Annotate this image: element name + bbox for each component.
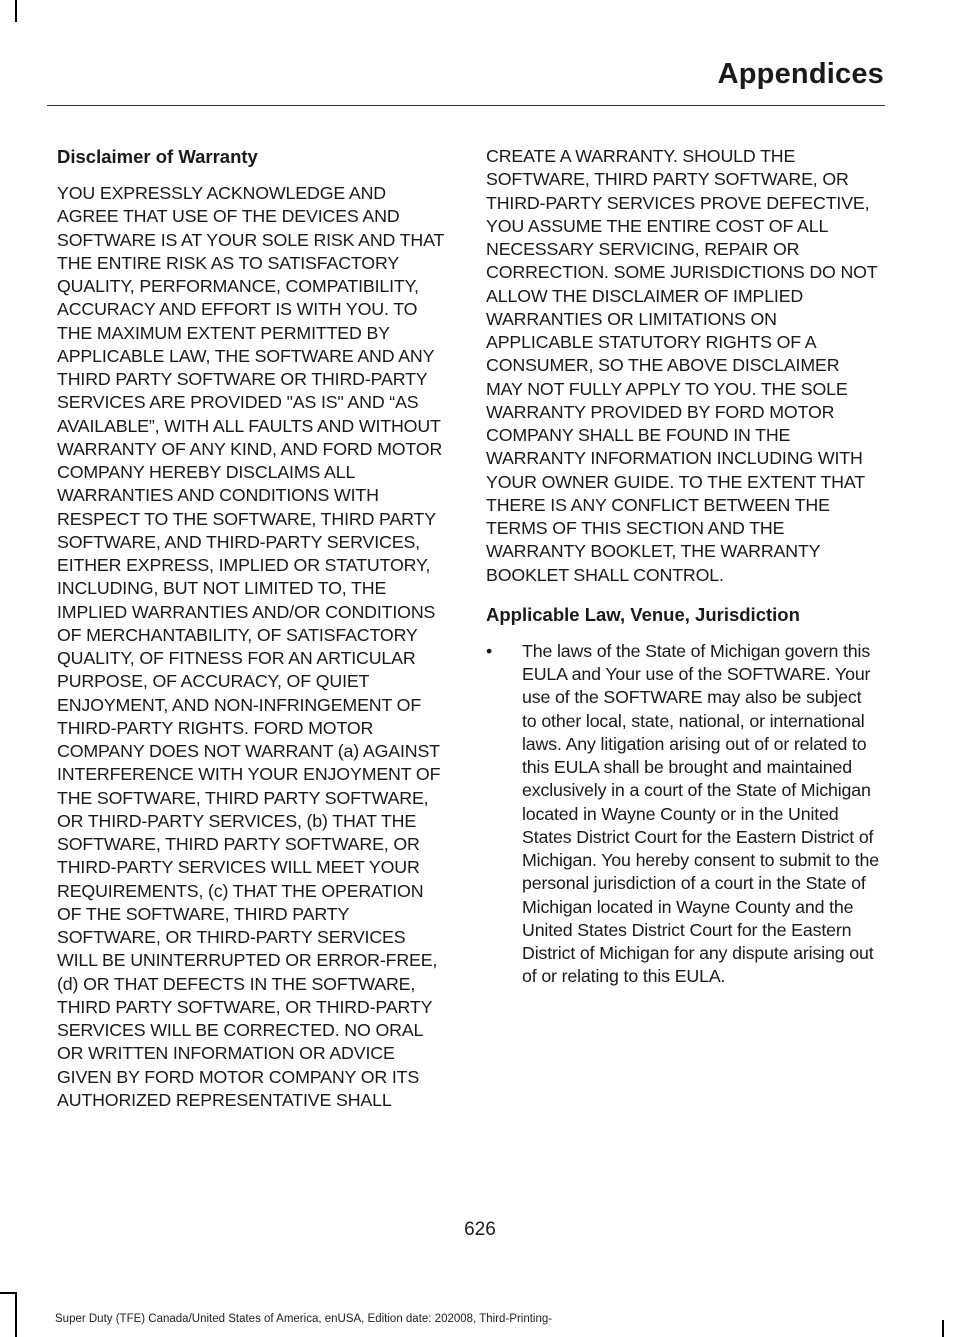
disclaimer-paragraph: YOU EXPRESSLY ACKNOWLEDGE AND AGREE THAT USE OF THE DEVICES AND SOFTWARE IS AT YOUR SOLE RISK AND THAT THE ENTIRE RISK AS TO SATISFACTORY QUALITY, PERFORMANCE, COMPATIBILITY, ACCURACY AND EFFORT IS WITH YOU. TO THE MAXIMUM EXTENT PERMITTED BY APPLICABLE LAW, THE SOFTWARE AND ANY THIRD PARTY SOFTWARE OR THIRD-PARTY SERVICES ARE PROVIDED "AS IS" AND “AS AVAILABLE”, WITH ALL FAULTS AND WITHOUT WARRANTY OF ANY KIND, AND FORD MOTOR COMPANY HEREBY DISCLAIMS ALL WARRANTIES AND CONDITIONS WITH RESPECT TO THE SOFTWARE, THIRD PARTY SOFTWARE, AND THIRD-PARTY SERVICES, EITHER EXPRESS, IMPLIED OR STATUTORY, INCLUDING, BUT NOT LIMITED TO, THE IMPLIED WARRANTIES AND/OR CONDITIONS OF MERCHANTABILITY, OF SATISFACTORY QUALITY, OF FITNESS FOR AN ARTICULAR PURPOSE, OF ACCURACY, OF QUIET ENJOYMENT, AND NON-INFRINGEMENT OF THIRD-PARTY RIGHTS. FORD MOTOR COMPANY DOES NOT WARRANT (a) AGAINST INTERFERENCE WITH YOUR ENJOYMENT OF THE SOFTWARE, THIRD PARTY SOFTWARE, OR THIRD-PARTY SERVICES, (b) THAT THE SOFTWARE, THIRD PARTY SOFTWARE, OR THIRD-PARTY SERVICES WILL MEET YOUR REQUIREMENTS, (c) THAT THE OPERATION OF THE SOFTWARE, THIRD PARTY SOFTWARE, OR THIRD-PARTY SERVICES WILL BE UNINTERRUPTED OR ERROR-FREE, (d) OR THAT DEFECTS IN THE SOFTWARE, THIRD PARTY SOFTWARE, OR THIRD-PARTY SERVICES WILL BE CORRECTED. NO ORAL OR WRITTEN INFORMATION OR ADVICE GIVEN BY FORD MOTOR COMPANY OR ITS AUTHORIZED REPRESENTATIVE SHALL xyxy=(57,183,444,1110)
section-heading-applicable-law: Applicable Law, Venue, Jurisdiction xyxy=(486,603,800,625)
edition-footer: Super Duty (TFE) Canada/United States of America, enUSA, Edition date: 202008, Third-Printing- xyxy=(55,1313,553,1325)
page-number: 626 xyxy=(464,1219,496,1240)
crop-mark-top-left xyxy=(15,0,17,22)
disclaimer-paragraph-continued: CREATE A WARRANTY. SHOULD THE SOFTWARE, THIRD PARTY SOFTWARE, OR THIRD-PARTY SERVICES PROVE DEFECTIVE, YOU ASSUME THE ENTIRE COST OF ALL NECESSARY SERVICING, REPAIR OR CORRECTION. SOME JURISDICTIONS DO NOT ALLOW THE DISCLAIMER OF IMPLIED WARRANTIES OR LIMITATIONS ON APPLICABLE STATUTORY RIGHTS OF A CONSUMER, SO THE ABOVE DISCLAIMER MAY NOT FULLY APPLY TO YOU. THE SOLE WARRANTY PROVIDED BY FORD MOTOR COMPANY SHALL BE FOUND IN THE WARRANTY INFORMATION INCLUDING WITH YOUR OWNER GUIDE. TO THE EXTENT THAT THERE IS ANY CONFLICT BETWEEN THE TERMS OF THIS SECTION AND THE WARRANTY BOOKLET, THE WARRANTY BOOKLET SHALL CONTROL. xyxy=(486,146,878,585)
page-title: Appendices xyxy=(717,58,884,90)
section-heading-disclaimer: Disclaimer of Warranty xyxy=(57,146,258,167)
crop-mark-bottom-left-horizontal xyxy=(0,1292,17,1294)
applicable-law-list xyxy=(486,640,880,989)
bullet-icon: • xyxy=(486,640,493,661)
list-item xyxy=(486,640,880,989)
crop-mark-bottom-left xyxy=(15,1292,17,1337)
crop-mark-bottom-right xyxy=(942,1320,944,1337)
list-item-text: The laws of the State of Michigan govern this EULA and Your use of the SOFTWARE. Your use of the SOFTWARE may also be subject to other local, state, national, or international laws. Any litigation arising out of or related to this EULA shall be brought and maintained exclusively in a court of the State of Michigan located in Wayne County or in the United States District Court for the Eastern District of Michigan. You hereby consent to submit to the personal jurisdiction of a court in the State of Michigan located in Wayne County and the United States District Court for the Eastern District of Michigan for any dispute arising out of or relating to this EULA. xyxy=(522,640,880,987)
header-divider xyxy=(47,105,885,106)
left-column xyxy=(57,145,449,1112)
right-column xyxy=(486,145,880,989)
